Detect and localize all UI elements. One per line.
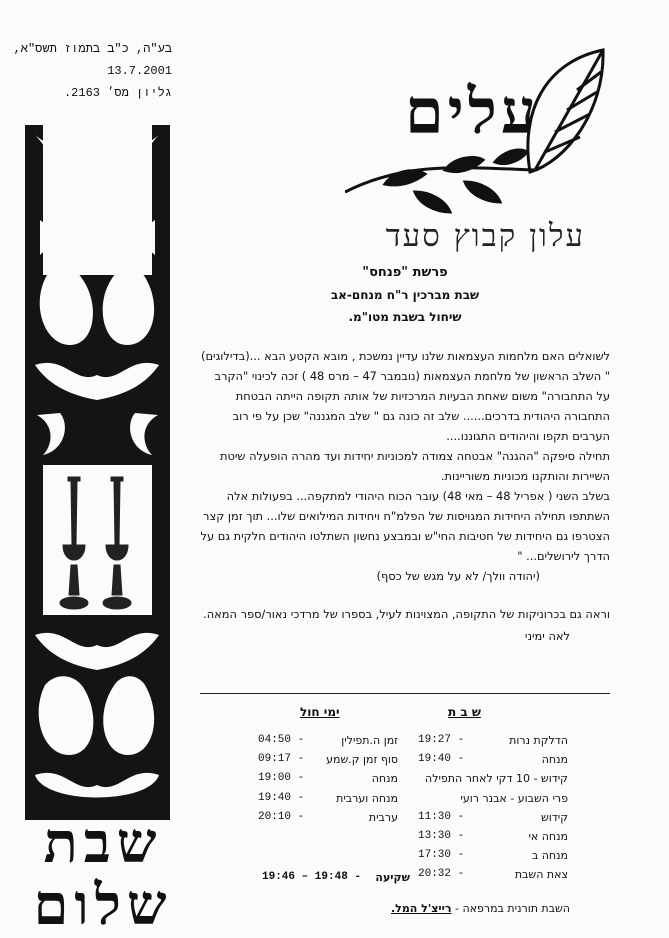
weekday-header: ימי חול <box>300 705 340 719</box>
schedule-row <box>258 808 398 827</box>
pharmacy-label: השבת תורנית במרפאה - <box>454 902 570 915</box>
article-citation: (יהודה וולך/ לא על מגש של כסף) <box>376 569 540 583</box>
article-paragraph: תחילה סיפקה "ההגנה" אבטחה צמודה למכוניות יחידות ועד מהרה הופעלה שיטת השיירות והותקנו מכוניות משוריינות. <box>219 449 610 483</box>
shabbat-blessing <box>28 812 178 936</box>
article-paragraph: " השלב הראשון של מלחמת העצמאות (נובמבר 47 – מרס 48 ) זכה לכינוי "הקרב על התחבורה" משום שאחת הבעיות המרכזיות של אותה תקופה הייתה הבטחת התחבורה היהודית בדרכים...... שלב זה כונה גם " שלב המגננה" שכן על פי רוב הערבים תקפו והיהודים התגוננו.... <box>214 369 610 443</box>
masthead-subtitle: עלון קבוץ סעד <box>385 218 585 254</box>
row-label: מנחה <box>541 753 568 767</box>
row-label: צאת השבת <box>514 868 568 882</box>
row-label: הדלקת נרות <box>509 734 568 747</box>
pharmacy-note <box>380 902 570 915</box>
blessing-line-2: שלום <box>33 872 173 938</box>
schedule-row <box>418 827 568 846</box>
schedule-row <box>258 750 398 769</box>
schedule-row <box>418 865 568 884</box>
schedule-row <box>418 769 568 788</box>
schedule-row <box>418 731 568 750</box>
row-label: קידוש - 10 דקי לאחר התפילה <box>425 772 568 786</box>
row-label: סוף זמן ק.שמע <box>326 753 398 767</box>
row-time: 11:30 - <box>418 810 465 823</box>
schedule-row <box>258 789 398 808</box>
section-divider <box>200 693 610 694</box>
date-gregorian: 13.7.2001 <box>107 64 172 78</box>
schedule-row <box>418 789 568 808</box>
row-time: 17:30 - <box>418 849 465 862</box>
shabbat-schedule <box>418 705 568 885</box>
row-time: 04:50 - <box>258 734 305 746</box>
row-time: 19:27 - <box>418 734 465 746</box>
schedule-row <box>258 769 398 788</box>
row-time: 19:00 - <box>258 772 305 785</box>
issue-number: גליון מס׳ 2163. <box>63 86 172 100</box>
row-label: מנחה ב <box>531 849 568 863</box>
schedule-row <box>418 846 568 865</box>
row-time: 19:40 - <box>258 791 305 804</box>
sunset-label: שקיעה <box>375 871 410 884</box>
article-paragraph: לשואלים האם מלחמות העצמאות שלנו עדיין נמשכת , מובא הקטע הבא ...(בדילוגים) <box>201 349 610 363</box>
row-label: מנחה אי <box>528 829 568 843</box>
shabbat-header: ש ב ת <box>448 705 481 719</box>
article-see-also: וראה גם בכרוניקות של התקופה, המצוינות לעיל, בספרו של מרדכי נאור/ספר המאה. <box>203 607 610 621</box>
row-time: 20:32 - <box>418 868 465 881</box>
article <box>200 346 610 646</box>
shabbat-mevarchim: שבת מברכין ר"ח מנחם-אב <box>330 288 480 302</box>
row-label: ערבית <box>368 810 398 824</box>
row-label: זמן ה.תפילין <box>341 734 398 747</box>
row-time: 20:10 - <box>258 810 305 823</box>
ornament-banner <box>25 125 170 820</box>
article-signature: לאה ימיני <box>524 629 570 643</box>
article-paragraph: בשלב השני ( אפריל 48 – מאי 48) עובר הכוח היהודי למתקפה... בפעולות אלה השתתפו תחילה היחידות המגויסות של הפלמ"ח ויחידות המילואים שלו... תוך זמן קצר הצטרפו גם היחידות של חטיבות החי"ש ובמבצע נחשון השתלטו היהודים חלקית גם על הדרך לירושלים... " <box>200 489 610 563</box>
weekday-schedule <box>258 705 398 827</box>
row-label: מנחה <box>371 772 398 786</box>
pharmacy-name: רייצ'ל המל. <box>391 902 452 915</box>
sunset-times: 19:46 – 19:48 - <box>262 871 362 883</box>
shiur-note: שיחול בשבת מטו"מ. <box>348 310 462 324</box>
row-time: 13:30 - <box>418 829 465 842</box>
parasha-name: פרשת "פנחס" <box>362 265 448 280</box>
date-hebrew: בע"ה, כ"ב בתמוז תשס"א, <box>13 42 172 56</box>
row-label: פרי השבוע - אבנר רועי <box>460 791 568 805</box>
row-label: קידוש <box>540 810 568 824</box>
row-time: 19:40 - <box>418 753 465 766</box>
row-time: 09:17 - <box>258 753 305 766</box>
schedule-row <box>258 731 398 750</box>
schedule-row <box>418 808 568 827</box>
sunset-row <box>262 868 410 887</box>
row-label: מנחה וערבית <box>336 791 398 805</box>
blessing-line-1: שבת <box>43 810 163 876</box>
schedule-row <box>418 750 568 769</box>
masthead-title: עלים <box>404 75 540 148</box>
